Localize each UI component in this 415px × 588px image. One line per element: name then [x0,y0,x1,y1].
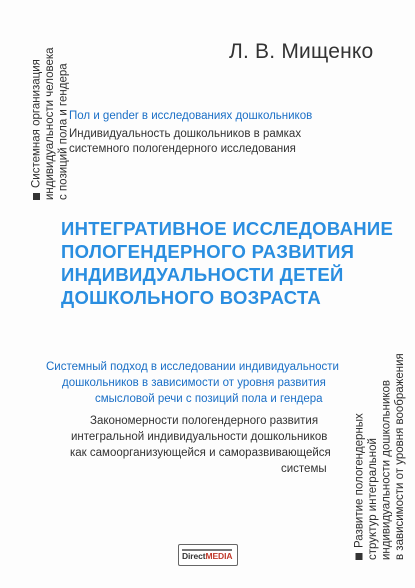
square-bullet-icon [33,193,40,200]
related-dark-line: интегральной индивидуальности дошкольников [71,431,328,443]
title-line: ИНТЕГРАТИВНОЕ ИССЛЕДОВАНИЕ [61,218,394,239]
square-bullet-icon [356,553,363,560]
title-line: ПОЛОГЕНДЕРНОГО РАЗВИТИЯ [61,241,355,262]
related-blue-line: дошкольников в зависимости от уровня развития [62,377,326,389]
publisher-name-part2: MEDIA [205,551,233,561]
title-line: ДОШКОЛЬНОГО ВОЗРАСТА [61,287,322,308]
related-blue-line: Системный подход в исследовании индивидуальности [46,361,339,373]
related-blue-line: смысловой речи с позиций пола и гендера [95,393,323,405]
right-vertical-text: Развитие пологендерных структур интегральной индивидуальности дошкольников в зависимости от уровня воображения [353,353,406,560]
related-dark-line: как самоорганизующейся и саморазвивающейся [70,447,331,459]
publisher-name [182,551,232,561]
series-dark-line: системного полoгендерного исследования [69,143,296,155]
related-dark-line: Закономерности полoгендерного развития [90,415,319,427]
left-vertical-series [17,14,71,200]
right-vertical-series [340,325,408,560]
left-vertical-text: Системная организация индивидуальности человека с позиций пола и гендера [30,47,70,200]
title-line: ИНДИВИДУАЛЬНОСТИ ДЕТЕЙ [61,264,344,285]
series-dark-line: Индивидуальность дошкольников в рамках [69,128,302,140]
publisher-name-part1: Direct [182,551,206,561]
author-name: Л. В. Мищенко [229,40,374,63]
series-blue-line: Пол и gender в исследованиях дошкольников [69,110,313,122]
related-dark-line: системы [281,463,327,475]
publisher-logo [178,544,238,566]
